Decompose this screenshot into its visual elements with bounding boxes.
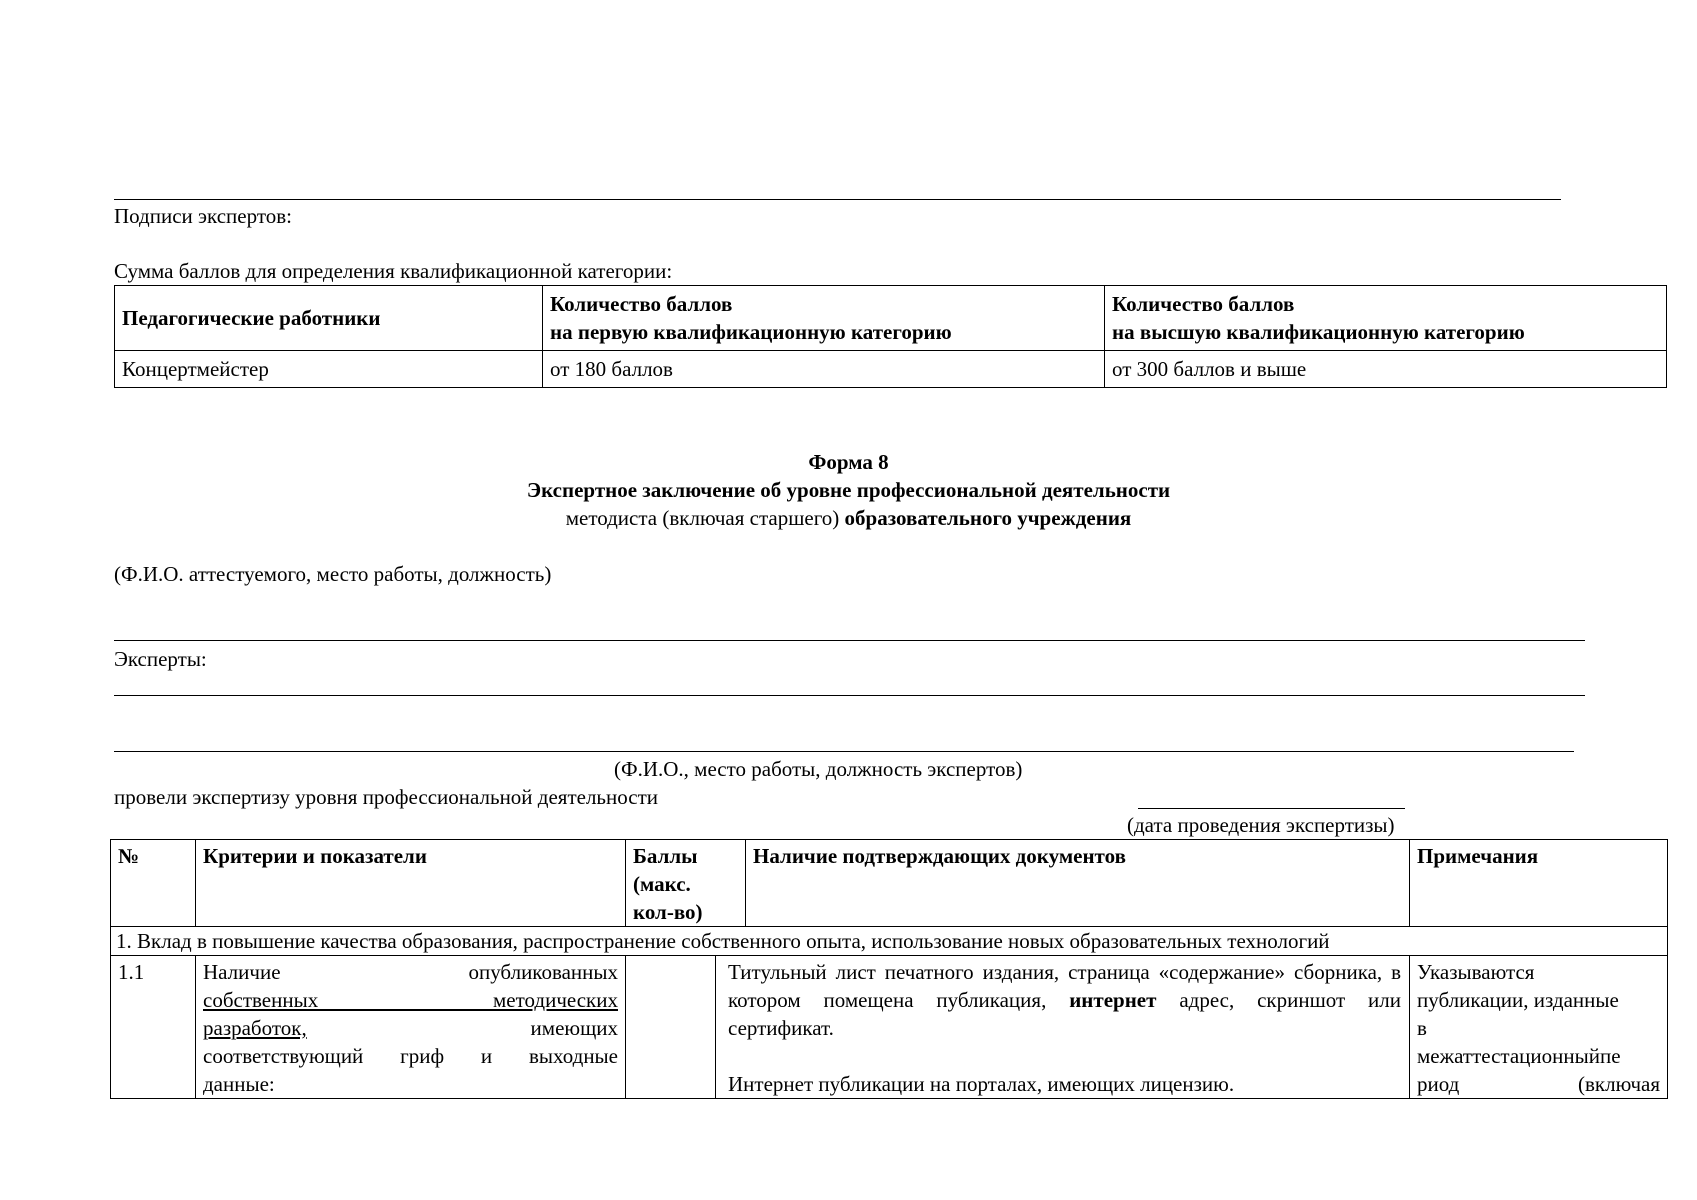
signatures-label: Подписи экспертов:: [114, 204, 292, 228]
experts-label: Эксперты:: [114, 647, 207, 671]
section-row: [111, 927, 1668, 956]
criteria-table: [110, 839, 1668, 1099]
header-cell-notes: Примечания: [1410, 840, 1668, 927]
header-cell-number: №: [111, 840, 196, 927]
table-header-row: [111, 840, 1668, 927]
top-rule: [114, 199, 1561, 200]
header-cell-first-category: Количество баллов на первую квалификационную категорию: [543, 286, 1105, 351]
cell-points: [626, 956, 716, 1099]
cell-first-category: от 180 баллов: [543, 351, 1105, 388]
attestee-label: (Ф.И.О. аттестуемого, место работы, должность): [114, 562, 552, 586]
cell-documents: Титульный лист печатного издания, страница «содержание» сборника, в котором помещена публикация, интернет адрес, скриншот или сертификат. Интернет публикации на порталах, имеющих лицензию.: [716, 956, 1410, 1099]
header-cell-documents: Наличие подтверждающих документов: [746, 840, 1410, 927]
table-header-row: [115, 286, 1667, 351]
cell-criteria: Наличие опубликованных собственных методических разработок, имеющих соответствующий гриф и выходные данные:: [196, 956, 626, 1099]
experts-rule-2: [114, 751, 1574, 752]
form-title: Экспертное заключение об уровне профессиональной деятельности: [526, 478, 1171, 502]
score-summary-table: [114, 285, 1667, 388]
experts-caption: (Ф.И.О., место работы, должность экспертов): [614, 757, 1023, 781]
header-cell-highest-category: Количество баллов на высшую квалификационную категорию: [1105, 286, 1667, 351]
cell-staff: Концертмейстер: [115, 351, 543, 388]
cell-notes: Указываются публикации, изданные в межаттестационныйпе риод (включая: [1410, 956, 1668, 1099]
date-caption: (дата проведения экспертизы): [1127, 813, 1395, 837]
date-rule: [1138, 808, 1405, 809]
form-number: Форма 8: [808, 450, 889, 474]
header-cell-staff: Педагогические работники: [115, 286, 543, 351]
section-title: 1. Вклад в повышение качества образования, распространение собственного опыта, использование новых образовательных технологий: [111, 927, 1668, 956]
experts-rule-1: [114, 695, 1585, 696]
cell-number: 1.1: [111, 956, 196, 1099]
table-row: [115, 351, 1667, 388]
form-subtitle: методиста (включая старшего) образовательного учреждения: [565, 506, 1132, 530]
cell-highest-category: от 300 баллов и выше: [1105, 351, 1667, 388]
header-cell-points: Баллы (макс. кол-во): [626, 840, 746, 927]
attestee-rule: [114, 640, 1585, 641]
expertise-text: провели экспертизу уровня профессиональной деятельности: [114, 785, 659, 809]
sum-caption: Сумма баллов для определения квалификационной категории:: [114, 259, 673, 283]
header-cell-criteria: Критерии и показатели: [196, 840, 626, 927]
table-row: [111, 956, 1668, 1099]
